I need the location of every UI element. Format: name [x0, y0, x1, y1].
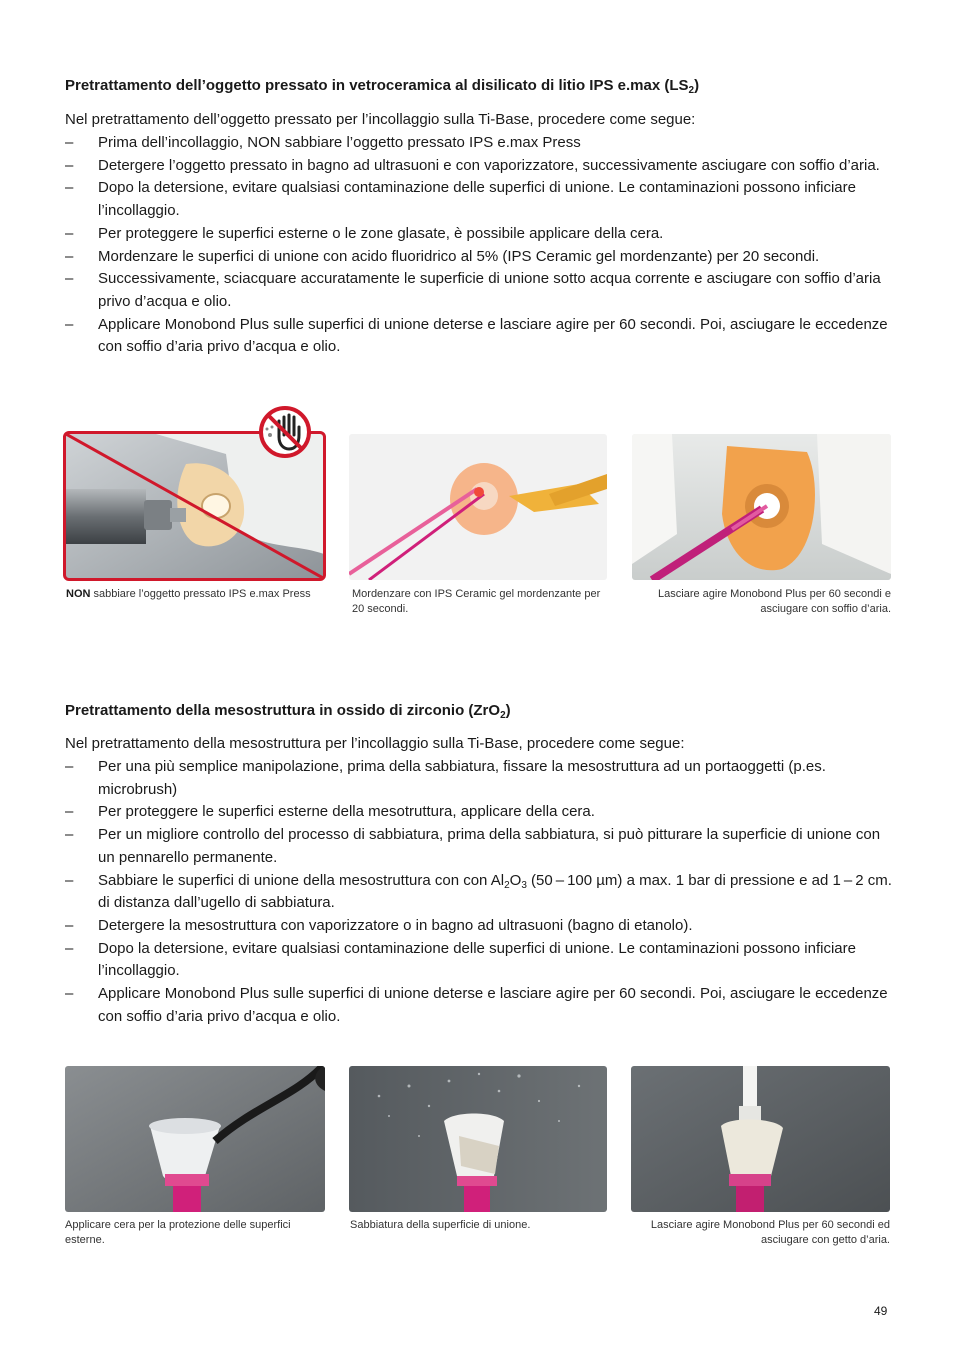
list-dash: –	[65, 916, 74, 934]
heading-text: Pretrattamento della mesostruttura in ossido di zirconio (ZrO	[65, 702, 501, 719]
list-dash: –	[65, 134, 74, 151]
list-item	[65, 132, 895, 155]
list-dash: –	[65, 224, 74, 242]
list-item	[65, 268, 895, 313]
list-item-text: Dopo la detersione, evitare qualsiasi contaminazione delle superfici di unione. Le contaminazioni possono inficiare l’incollaggio.	[98, 939, 856, 980]
list-item	[65, 177, 895, 222]
list-item-text: Prima dell’incollaggio, NON sabbiare l’oggetto pressato IPS e.max Press	[98, 134, 581, 151]
caption-etching-gel: Mordenzare con IPS Ceramic gel mordenzante per 20 secondi.	[352, 588, 601, 615]
section1-list	[65, 132, 895, 359]
list-item-text: Applicare Monobond Plus sulle superfici di unione deterse e lasciare agire per 60 secondi. Poi, asciugare le eccedenze con soffio d’aria privo d’acqua e olio.	[98, 315, 888, 356]
photo-monobond-ls2	[632, 434, 891, 580]
list-dash: –	[65, 803, 74, 821]
section1-intro: Nel pretrattamento dell’oggetto pressato per l’incollaggio sulla Ti-Base, procedere come segue:	[65, 111, 696, 128]
list-item-text: Per un migliore controllo del processo di sabbiatura, prima della sabbiatura, si può pitturare la superficie di unione con un pennarello permanente.	[98, 826, 881, 866]
list-item-text: Successivamente, sciacquare accuratamente le superficie di unione sotto acqua corrente e asciugare con soffio d’aria privo d’acqua e olio.	[98, 270, 881, 310]
caption-text: sabbiare l’oggetto pressato IPS e.max Press	[90, 588, 311, 600]
page-number: 49	[874, 1304, 888, 1318]
list-item-text	[98, 872, 892, 912]
list-dash: –	[65, 179, 74, 197]
list-item-text: Dopo la detersione, evitare qualsiasi contaminazione delle superfici di unione. Le contaminazioni possono inficiare l’incollaggio.	[98, 179, 856, 220]
caption-wax-application: Applicare cera per la protezione delle superfici esterne.	[65, 1219, 291, 1246]
photo-wax-application	[65, 1066, 325, 1212]
item4-subscript-1: 2	[504, 879, 510, 891]
list-dash: –	[65, 871, 74, 889]
item4-text-b: O	[509, 871, 522, 889]
list-item	[65, 801, 895, 824]
list-item	[65, 314, 895, 359]
item4-text-a: Sabbiare le superfici di unione della mesostruttura con con Al	[98, 871, 505, 889]
heading-text: Pretrattamento dell’oggetto pressato in vetroceramica al disilicato di litio IPS e.max (LS	[65, 77, 689, 94]
list-dash: –	[65, 156, 74, 174]
caption-monobond-zro2: Lasciare agire Monobond Plus per 60 secondi ed asciugare con getto d’aria.	[650, 1219, 890, 1246]
no-sandblast-icon	[258, 405, 328, 460]
list-dash: –	[65, 826, 74, 844]
list-item-text: Per proteggere le superfici esterne della mesotruttura, applicare della cera.	[98, 803, 595, 821]
photo-monobond-zro2	[631, 1066, 890, 1212]
caption-bold: NON	[66, 588, 91, 600]
caption-monobond-ls2: Lasciare agire Monobond Plus per 60 secondi e asciugare con soffio d’aria.	[658, 588, 891, 615]
list-item	[65, 756, 895, 801]
list-item	[65, 223, 895, 246]
list-item	[65, 870, 895, 915]
list-item	[65, 155, 895, 178]
heading-subscript: 2	[500, 710, 506, 721]
section2-intro: Nel pretrattamento della mesostruttura per l’incollaggio sulla Ti-Base, procedere come segue:	[65, 735, 685, 752]
section2-list	[65, 756, 895, 1028]
heading-close: )	[505, 702, 511, 719]
list-dash: –	[65, 985, 74, 1003]
list-item-text: Detergere l’oggetto pressato in bagno ad ultrasuoni e con vaporizzatore, successivamente asciugare con soffio d’aria.	[98, 156, 880, 174]
caption-no-sandblasting	[66, 587, 324, 602]
list-item	[65, 983, 895, 1028]
list-dash: –	[65, 315, 74, 333]
section2-heading	[65, 701, 511, 721]
section1-heading	[65, 76, 699, 96]
list-item-text: Mordenzare le superfici di unione con acido fluoridrico al 5% (IPS Ceramic gel mordenzante) per 20 secondi.	[98, 247, 820, 265]
item4-subscript-2: 3	[521, 879, 527, 891]
photo-etching-gel	[349, 434, 607, 580]
list-item-text: Applicare Monobond Plus sulle superfici di unione deterse e lasciare agire per 60 secondi. Poi, asciugare le eccedenze con soffio d’aria privo d’acqua e olio.	[98, 985, 888, 1025]
heading-close: )	[694, 77, 700, 94]
list-item-text: Per proteggere le superfici esterne o le zone glasate, è possibile applicare della cera.	[98, 224, 664, 242]
item4-text-c: (50 – 100 µm) a max. 1 bar di pressione e ad 1 – 2 cm. di distanza dall’ugello di sabbiatura.	[98, 871, 892, 912]
list-dash: –	[65, 939, 74, 957]
photo-sandblasting	[349, 1066, 607, 1212]
list-item	[65, 824, 895, 869]
list-dash: –	[65, 758, 74, 775]
caption-sandblasting: Sabbiatura della superficie di unione.	[350, 1219, 531, 1231]
list-dash: –	[65, 247, 74, 265]
list-item	[65, 915, 895, 938]
list-item-text: Detergere la mesostruttura con vaporizzatore o in bagno ad ultrasuoni (bagno di etanolo).	[98, 916, 693, 934]
list-dash: –	[65, 270, 74, 288]
list-item-text: Per una più semplice manipolazione, prima della sabbiatura, fissare la mesostruttura ad un portaoggetti (p.es. microbrush)	[98, 758, 826, 798]
list-item	[65, 938, 895, 983]
heading-subscript: 2	[688, 85, 695, 96]
list-item	[65, 246, 895, 269]
